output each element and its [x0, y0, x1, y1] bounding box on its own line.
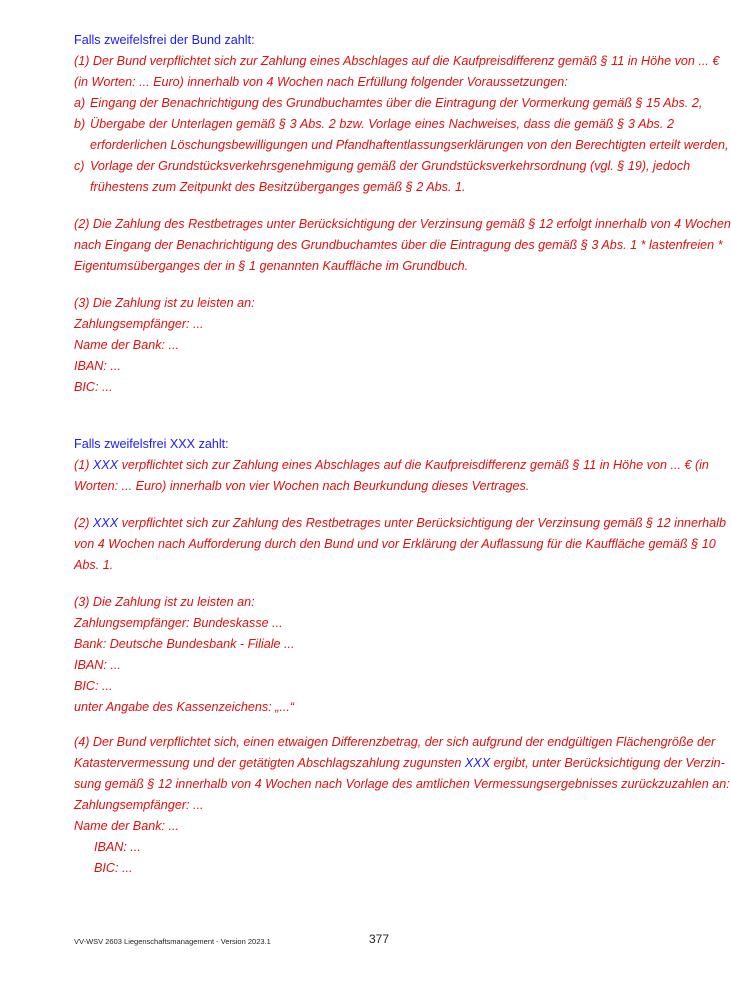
party-name: XXX	[464, 756, 491, 770]
paragraph-fragment: Katastervermessung und der getätigten Abschlagszahlung zugunsten	[74, 756, 462, 770]
paragraph-text: (3) Die Zahlung ist zu leisten an:	[74, 595, 255, 609]
list-marker: c)	[74, 159, 85, 173]
bank-line: Name der Bank: ...	[74, 338, 179, 352]
bank-line: Name der Bank: ...	[74, 819, 179, 833]
iban-line: IBAN: ...	[94, 840, 141, 854]
section-heading-bund: Falls zweifelsfrei der Bund zahlt:	[74, 33, 255, 47]
paragraph-text: Abs. 1.	[74, 558, 114, 572]
list-text: Eingang der Benachrichtigung des Grundbuchamtes über die Eintragung der Vormerkung gemäß § 15 Abs. 2,	[90, 96, 703, 110]
reference-line: unter Angabe des Kassenzeichens: „...“	[74, 700, 295, 714]
section-heading-xxx: Falls zweifelsfrei XXX zahlt:	[74, 437, 229, 451]
list-marker: a)	[74, 96, 86, 110]
bic-line: BIC: ...	[94, 861, 133, 875]
payee-line: Zahlungsempfänger: ...	[74, 317, 204, 331]
paragraph-text: (2) Die Zahlung des Restbetrages unter Berücksichtigung der Verzinsung gemäß § 12 erfolgt innerhalb von 4 Wochen	[74, 217, 731, 231]
paragraph-fragment: verpflichtet sich zur Zahlung eines Abschlages auf die Kaufpreisdifferenz gemäß § 11 in Höhe von ... € (in	[121, 458, 709, 472]
paragraph-number: (1)	[74, 458, 90, 472]
bank-line: Bank: Deutsche Bundesbank - Filiale ...	[74, 637, 295, 651]
list-text: Vorlage der Grundstücksverkehrsgenehmigung gemäß der Grundstücksverkehrsordnung (vgl. § 19), jedoch	[90, 159, 691, 173]
list-text-continued: erforderlichen Löschungsbewilligungen und Pfandhaftentlassungserklärungen von den Berechtigten erteilt werden,	[90, 138, 729, 152]
party-name: XXX	[92, 516, 119, 530]
paragraph-text	[74, 515, 726, 531]
paragraph-text: (in Worten: ... Euro) innerhalb von 4 Wochen nach Erfüllung folgender Voraussetzungen:	[74, 75, 568, 89]
party-name: XXX	[92, 458, 119, 472]
list-item-a	[74, 95, 703, 111]
paragraph-text	[74, 755, 725, 771]
paragraph-fragment: ergibt, unter Berücksichtigung der Verzin-	[493, 756, 725, 770]
paragraph-text: nach Eingang der Benachrichtigung des Grundbuchamtes über die Eintragung des gemäß § 3 Abs. 1 * lastenfreien *	[74, 238, 723, 252]
paragraph-fragment: verpflichtet sich zur Zahlung des Restbetrages unter Berücksichtigung der Verzinsung gemäß § 12 innerhalb	[121, 516, 726, 530]
payee-line: Zahlungsempfänger: Bundeskasse ...	[74, 616, 283, 630]
paragraph-text	[74, 457, 709, 473]
list-marker: b)	[74, 117, 86, 131]
footer-document-title: VV-WSV 2603 Liegenschaftsmanagement - Version 2023.1	[74, 937, 271, 946]
iban-line: IBAN: ...	[74, 658, 121, 672]
paragraph-text: (1) Der Bund verpflichtet sich zur Zahlung eines Abschlages auf die Kaufpreisdifferenz gemäß § 11 in Höhe von ... €	[74, 54, 720, 68]
paragraph-text: Worten: ... Euro) innerhalb von vier Wochen nach Beurkundung dieses Vertrages.	[74, 479, 530, 493]
paragraph-text: von 4 Wochen nach Aufforderung durch den Bund und vor Erklärung der Auflassung für die Kauffläche gemäß § 10	[74, 537, 716, 551]
paragraph-text: sung gemäß § 12 innerhalb von 4 Wochen nach Vorlage des amtlichen Vermessungsergebnisses zurückzuzahlen an:	[74, 777, 730, 791]
list-item-c	[74, 158, 691, 174]
paragraph-number: (2)	[74, 516, 90, 530]
paragraph-text: Eigentumsüberganges der in § 1 genannten Kauffläche im Grundbuch.	[74, 259, 469, 273]
list-text: Übergabe der Unterlagen gemäß § 3 Abs. 2 bzw. Vorlage eines Nachweises, dass die gemäß § 3 Abs. 2	[90, 117, 674, 131]
iban-line: IBAN: ...	[74, 359, 121, 373]
payee-line: Zahlungsempfänger: ...	[74, 798, 204, 812]
paragraph-text: (4) Der Bund verpflichtet sich, einen etwaigen Differenzbetrag, der sich aufgrund der endgültigen Flächengröße der	[74, 735, 716, 749]
paragraph-text: (3) Die Zahlung ist zu leisten an:	[74, 296, 255, 310]
list-text-continued: frühestens zum Zeitpunkt des Besitzüberganges gemäß § 2 Abs. 1.	[90, 180, 466, 194]
bic-line: BIC: ...	[74, 679, 113, 693]
list-item-b	[74, 116, 674, 132]
page-number: 377	[369, 932, 390, 946]
bic-line: BIC: ...	[74, 380, 113, 394]
